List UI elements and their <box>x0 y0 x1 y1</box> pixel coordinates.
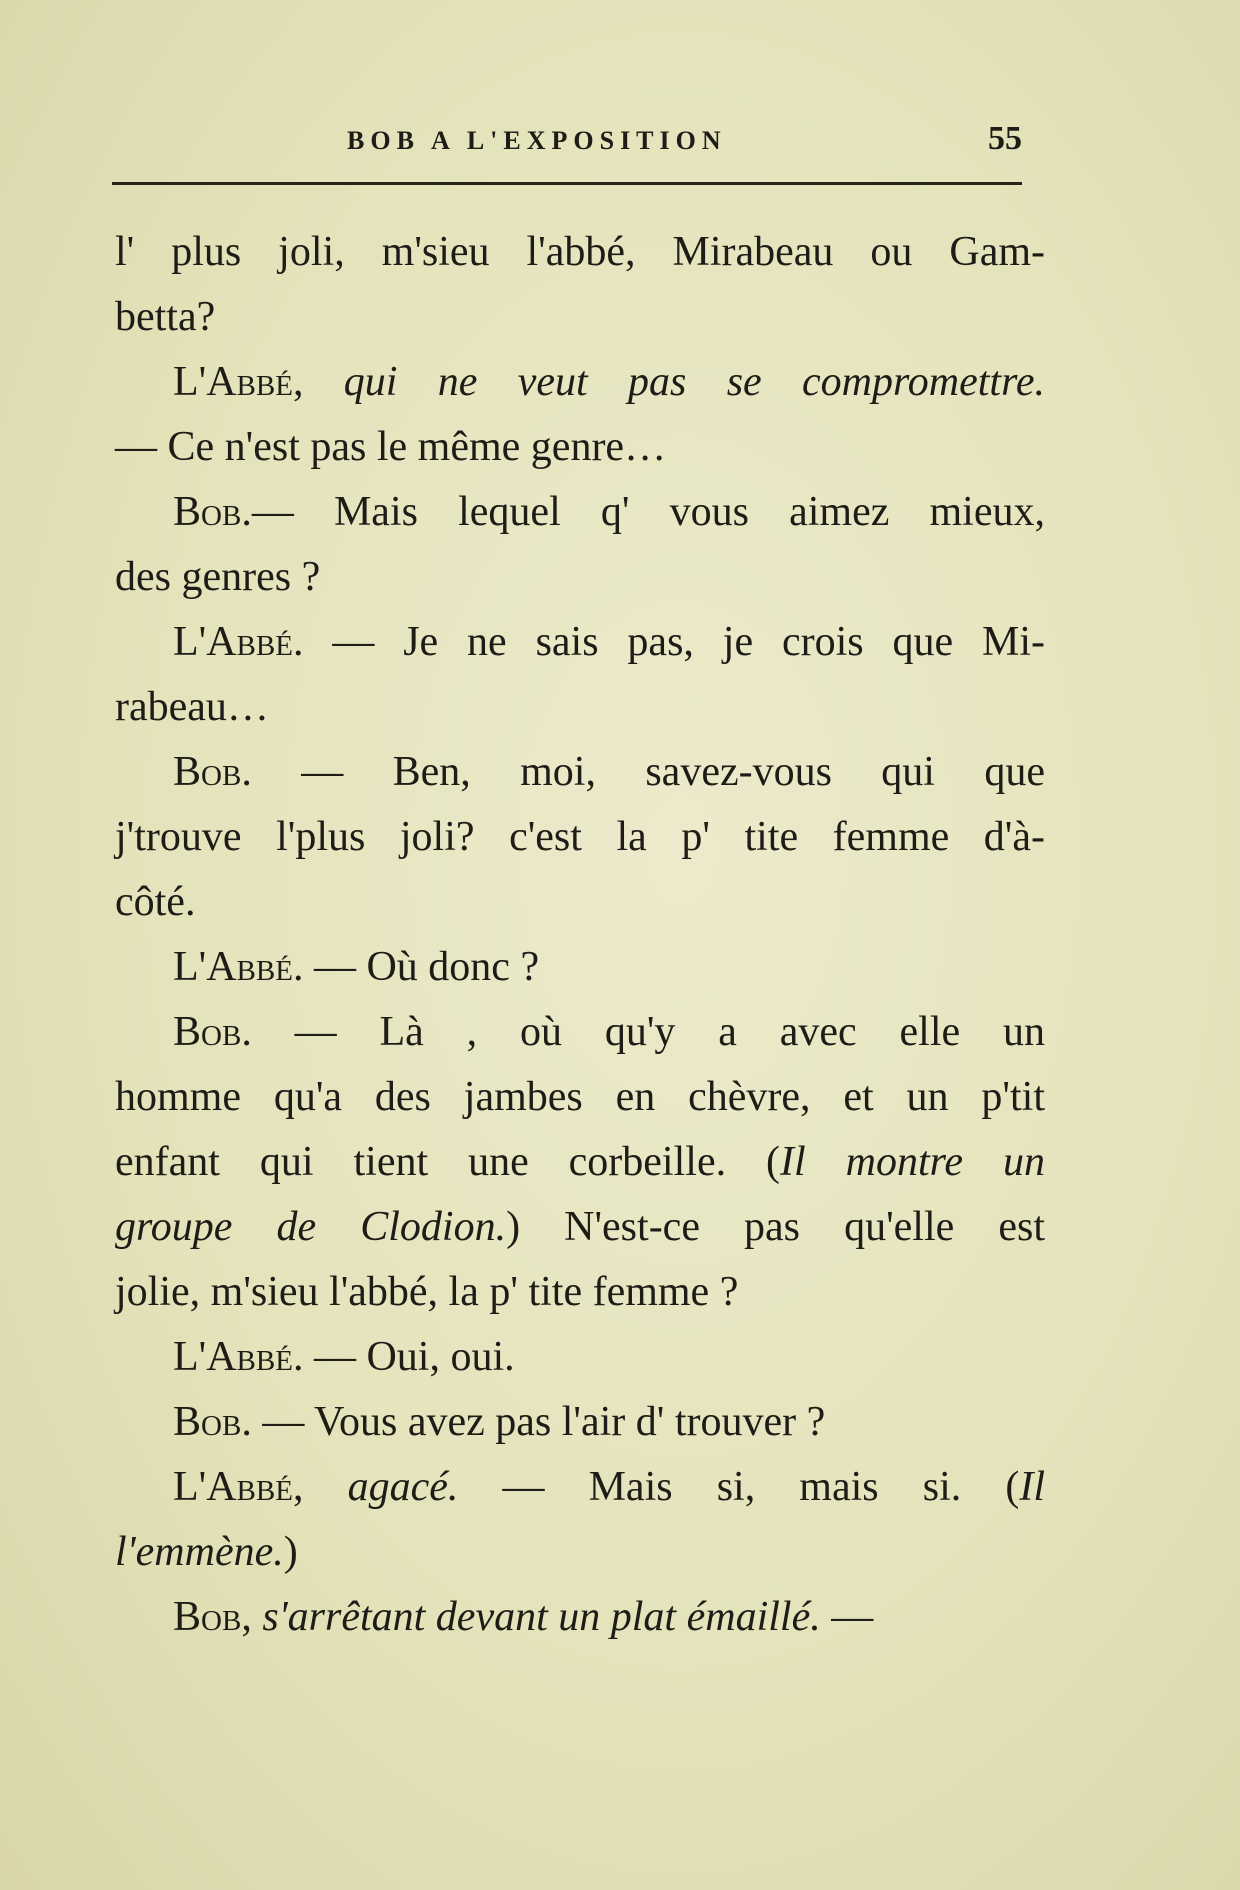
line-text: . — Où donc ? <box>292 944 540 990</box>
line-text: , <box>241 1594 263 1640</box>
line-text: j'trouve l'plus joli? c'est la p' tite femme d'à- <box>115 814 1045 860</box>
line-text: enfant qui tient une corbeille. ( <box>115 1139 781 1185</box>
speaker-name: L'Abbé <box>173 944 293 990</box>
stage-direction: s'arrêtant devant un plat émaillé. <box>262 1594 821 1640</box>
speaker-name: Bob <box>173 1399 242 1445</box>
speaker-name: L'Abbé <box>173 1464 293 1510</box>
line-text: côté. <box>115 879 196 925</box>
line-text: des genres ? <box>115 554 321 600</box>
text-line <box>115 285 1045 350</box>
stage-direction: agacé. <box>347 1464 459 1510</box>
text-line <box>115 1260 1045 1325</box>
header-rule <box>112 182 1022 185</box>
speaker-name: Bob <box>173 749 242 795</box>
line-text: ) N'est-ce pas qu'elle est <box>506 1204 1046 1250</box>
page-number: 55 <box>988 120 1022 157</box>
speaker-name: Bob <box>173 1594 242 1640</box>
speaker-name: L'Abbé <box>173 359 293 405</box>
line-text: .— Mais lequel q' vous aimez mieux, <box>241 489 1045 535</box>
line-text: , <box>292 1464 348 1510</box>
line-text: — Mais si, mais si. ( <box>458 1464 1020 1510</box>
line-text: l' plus joli, m'sieu l'abbé, Mirabeau ou Gam- <box>115 229 1045 275</box>
text-line <box>115 350 1045 415</box>
line-text: . — Vous avez pas l'air d' trouver ? <box>241 1399 826 1445</box>
stage-direction: groupe de Clodion. <box>115 1204 507 1250</box>
line-text: . — Je ne sais pas, je crois que Mi- <box>292 619 1045 665</box>
text-line <box>115 935 1045 1000</box>
text-line <box>115 1065 1045 1130</box>
text-line <box>115 220 1045 285</box>
text-line <box>115 805 1045 870</box>
text-line <box>115 610 1045 675</box>
text-line <box>115 740 1045 805</box>
line-text: ) <box>283 1529 298 1575</box>
text-line <box>115 1325 1045 1390</box>
speaker-name: Bob <box>173 1009 242 1055</box>
stage-direction: Il montre un <box>780 1139 1045 1185</box>
speaker-name: L'Abbé <box>173 619 293 665</box>
line-text: . — Là , où qu'y a avec elle un <box>241 1009 1045 1055</box>
line-text: — <box>820 1594 874 1640</box>
text-line <box>115 1585 1045 1650</box>
speaker-name: L'Abbé <box>173 1334 293 1380</box>
stage-direction: Il <box>1019 1464 1045 1510</box>
running-head <box>112 120 1022 170</box>
text-line <box>115 1455 1045 1520</box>
text-line <box>115 1520 1045 1585</box>
text-line <box>115 1000 1045 1065</box>
line-text: . — Ben, moi, savez-vous qui que <box>241 749 1045 795</box>
text-line <box>115 1130 1045 1195</box>
stage-direction: l'emmène. <box>115 1529 284 1575</box>
line-text: homme qu'a des jambes en chèvre, et un p'tit <box>115 1074 1045 1120</box>
body-text <box>115 220 1045 1650</box>
text-line <box>115 1195 1045 1260</box>
speaker-name: Bob <box>173 489 242 535</box>
line-text: — Ce n'est pas le même genre… <box>115 424 667 470</box>
text-line <box>115 1390 1045 1455</box>
line-text: jolie, m'sieu l'abbé, la p' tite femme ? <box>115 1269 739 1315</box>
running-title: BOB A L'EXPOSITION <box>347 126 727 155</box>
line-text: , <box>292 359 344 405</box>
line-text: betta? <box>115 294 216 340</box>
text-line <box>115 480 1045 545</box>
line-text: . — Oui, oui. <box>292 1334 515 1380</box>
text-line <box>115 870 1045 935</box>
text-line <box>115 675 1045 740</box>
stage-direction: qui ne veut pas se compromettre. <box>343 359 1046 405</box>
line-text: rabeau… <box>115 684 269 730</box>
text-line <box>115 545 1045 610</box>
text-line <box>115 415 1045 480</box>
